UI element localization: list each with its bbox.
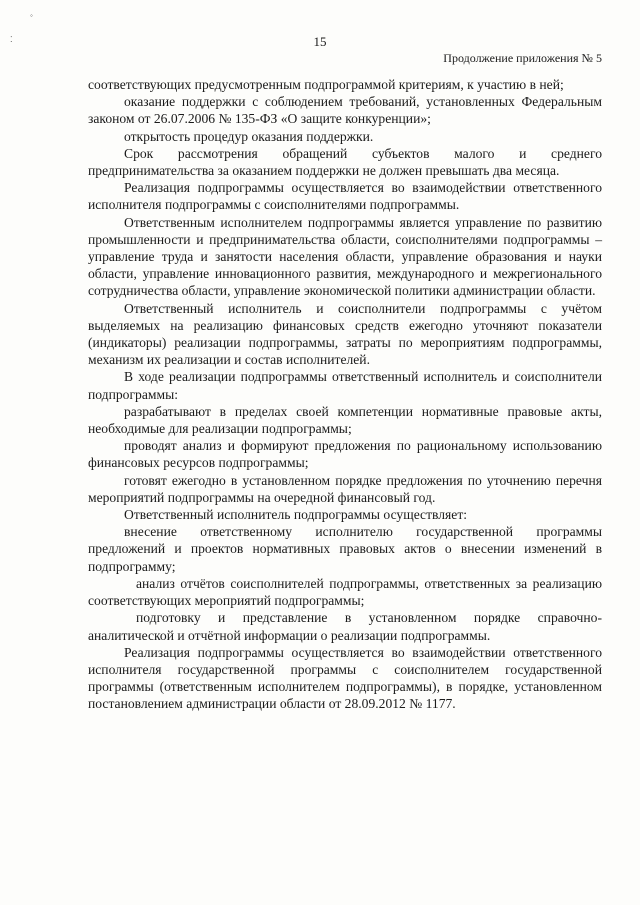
paragraph: оказание поддержки с соблюдением требований, установленных Федеральным законом от 26.07.2006 № 135-ФЗ «О защите конкуренции»; xyxy=(88,94,602,127)
paragraph: В ходе реализации подпрограммы ответственный исполнитель и соисполнители подпрограммы: xyxy=(88,369,602,402)
page-number: 15 xyxy=(313,34,327,49)
scan-speck: ◦ xyxy=(30,11,33,20)
document-body xyxy=(88,76,602,713)
paragraph: Срок рассмотрения обращений субъектов малого и среднего предпринимательства за оказанием поддержки не должен превышать два месяца. xyxy=(88,145,602,179)
paragraph: Ответственным исполнителем подпрограммы является управление по развитию промышленности и предпринимательства области, соисполнителями подпрограммы – управление труда и занятости населения области, управление образования и науки области, управление инновационного развития, международного и межрегионального сотрудничества области, управление экономической политики администрации области. xyxy=(88,214,602,299)
appendix-continuation-note: Продолжение приложения № 5 xyxy=(443,51,602,65)
paragraph: соответствующих предусмотренным подпрограммой критериям, к участию в ней; xyxy=(88,77,564,92)
paragraph: Ответственный исполнитель подпрограммы осуществляет: xyxy=(124,507,468,523)
paragraph: разрабатывают в пределах своей компетенции нормативные правовые акты, необходимые для реализации подпрограммы; xyxy=(88,403,602,437)
paragraph: Ответственный исполнитель и соисполнители подпрограммы с учётом выделяемых на реализацию финансовых средств ежегодно уточняют показатели (индикаторы) реализации подпрограммы, затраты по мероприятиям подпрограммы, механизм их реализации и состав исполнителей. xyxy=(88,300,602,368)
scan-speck: ⁚ xyxy=(10,35,13,44)
paragraph: Реализация подпрограммы осуществляется во взаимодействии ответственного исполнителя государственной программы с соисполнителем государственной программы (ответственным исполнителем подпрограммы), в порядке, установленном постановлением администрации области от 28.09.2012 № 1177. xyxy=(88,644,602,712)
paragraph: Реализация подпрограммы осуществляется во взаимодействии ответственного исполнителя подпрограммы с соисполнителями подпрограммы. xyxy=(88,180,602,213)
paragraph: открытость процедур оказания поддержки. xyxy=(124,128,374,144)
paragraph: готовят ежегодно в установленном порядке предложения по уточнению перечня мероприятий подпрограммы на очередной финансовый год. xyxy=(88,472,602,505)
paragraph: внесение ответственному исполнителю государственной программы предложений и проектов нормативных правовых актов о внесении изменений в подпрограмму; xyxy=(88,524,602,574)
paragraph: проводят анализ и формируют предложения по рациональному использованию финансовых ресурсов подпрограммы; xyxy=(88,438,602,471)
paragraph: анализ отчётов соисполнителей подпрограммы, ответственных за реализацию соответствующих мероприятий подпрограммы; xyxy=(88,575,602,609)
paragraph: подготовку и представление в установленном порядке справочно-аналитической и отчётной информации о реализации подпрограммы. xyxy=(88,610,602,643)
